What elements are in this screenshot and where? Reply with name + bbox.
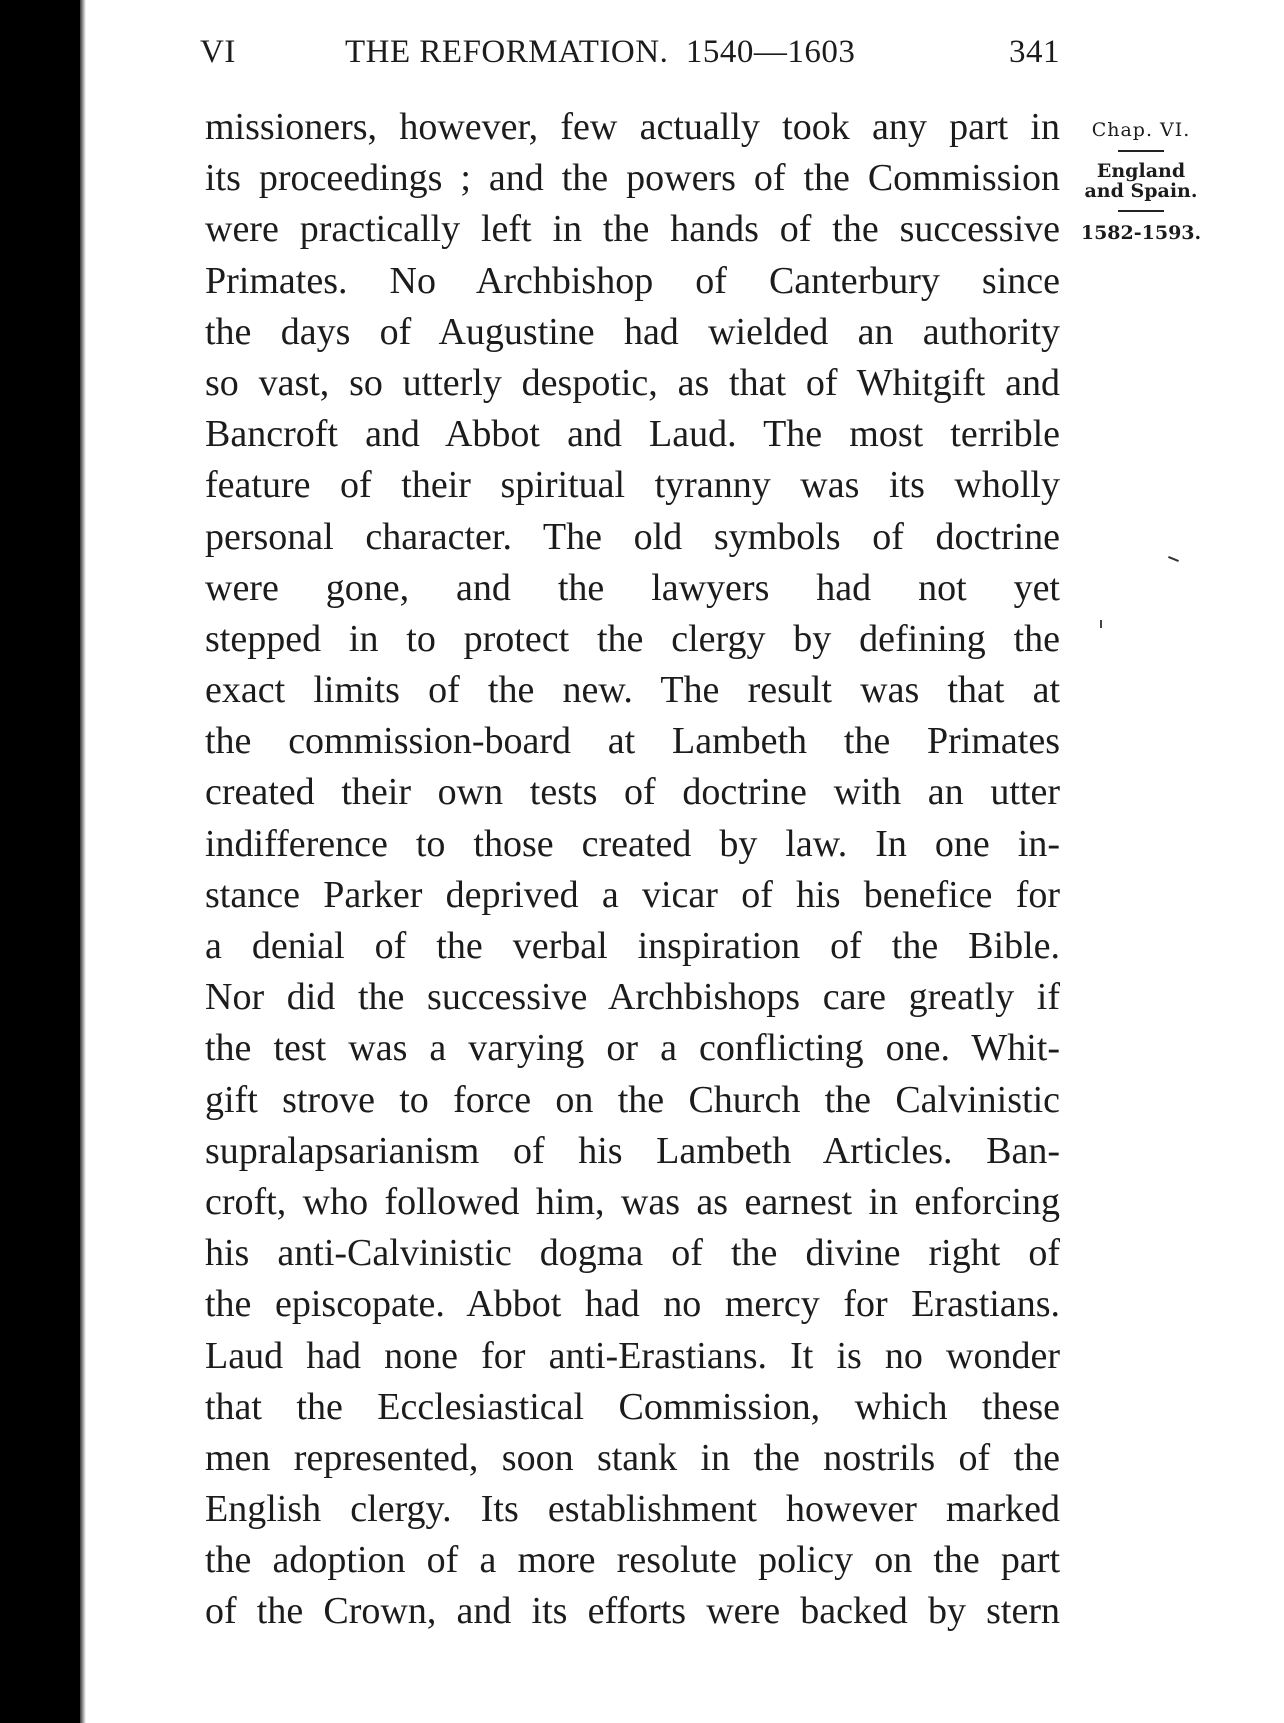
body-line: the adoption of a more resolute policy on the part [205, 1539, 1060, 1582]
running-head-title: THE REFORMATION. 1540—1603 [345, 34, 856, 70]
margin-note-topic-line-2: and Spain. [1084, 180, 1198, 202]
body-line: Nor did the successive Archbishops care greatly if [205, 976, 1060, 1019]
body-line: a denial of the verbal inspiration of the Bible. [205, 925, 1060, 967]
scan-dark-edge [0, 0, 80, 1723]
running-head [200, 28, 1060, 72]
body-line: exact limits of the new. The result was that at [205, 669, 1060, 712]
body-line: the commission-board at Lambeth the Primates [205, 720, 1060, 763]
body-line: were gone, and the lawyers had not yet [205, 566, 1060, 609]
margin-note [1072, 118, 1210, 245]
margin-note-topic-line-1: England [1096, 160, 1186, 182]
scan-speck [1168, 556, 1179, 562]
body-line: feature of their spiritual tyranny was its wholly [205, 464, 1060, 507]
body-line: of the Crown, and its efforts were backed by stern [205, 1590, 1060, 1633]
body-text [205, 102, 1060, 1638]
page-number: 341 [1009, 34, 1060, 70]
body-line: were practically left in the hands of the successive [205, 208, 1060, 251]
body-line: its proceedings ; and the powers of the Commission [205, 157, 1060, 200]
body-line: indifference to those created by law. In one in- [205, 822, 1060, 865]
scan-edge-shadow [80, 0, 86, 1723]
scan-speck [1100, 620, 1102, 628]
margin-note-chapter: Chap. VI. [1091, 119, 1191, 141]
body-line: men represented, soon stank in the nostrils of the [205, 1436, 1060, 1479]
body-line: that the Ecclesiastical Commission, which these [205, 1385, 1060, 1428]
body-line: his anti-Calvinistic dogma of the divine right of [205, 1232, 1060, 1275]
running-head-chapter: VI [200, 34, 236, 70]
body-line: so vast, so utterly despotic, as that of Whitgift and [205, 361, 1060, 404]
body-line: the days of Augustine had wielded an authority [205, 310, 1060, 353]
margin-note-dates: 1582-1593. [1080, 222, 1202, 244]
body-line: the episcopate. Abbot had no mercy for Erastians. [205, 1283, 1060, 1326]
body-line: stance Parker deprived a vicar of his benefice for [205, 873, 1060, 916]
body-line: supralapsarianism of his Lambeth Articles. Ban- [205, 1129, 1060, 1172]
margin-note-rule [1118, 210, 1164, 212]
margin-note-rule [1118, 150, 1164, 152]
body-line: Laud had none for anti-Erastians. It is no wonder [205, 1334, 1060, 1377]
body-line: gift strove to force on the Church the Calvinistic [205, 1078, 1060, 1121]
body-line: the test was a varying or a conflicting one. Whit- [205, 1027, 1060, 1070]
body-line: personal character. The old symbols of doctrine [205, 515, 1060, 558]
body-line: Bancroft and Abbot and Laud. The most terrible [205, 413, 1060, 456]
body-line: created their own tests of doctrine with an utter [205, 771, 1060, 814]
body-line: croft, who followed him, was as earnest in enforcing [205, 1180, 1060, 1223]
body-line: stepped in to protect the clergy by defining the [205, 617, 1060, 660]
body-line: English clergy. Its establishment however marked [205, 1488, 1060, 1531]
body-line: Primates. No Archbishop of Canterbury since [205, 259, 1060, 302]
body-line: missioners, however, few actually took any part in [205, 106, 1060, 148]
